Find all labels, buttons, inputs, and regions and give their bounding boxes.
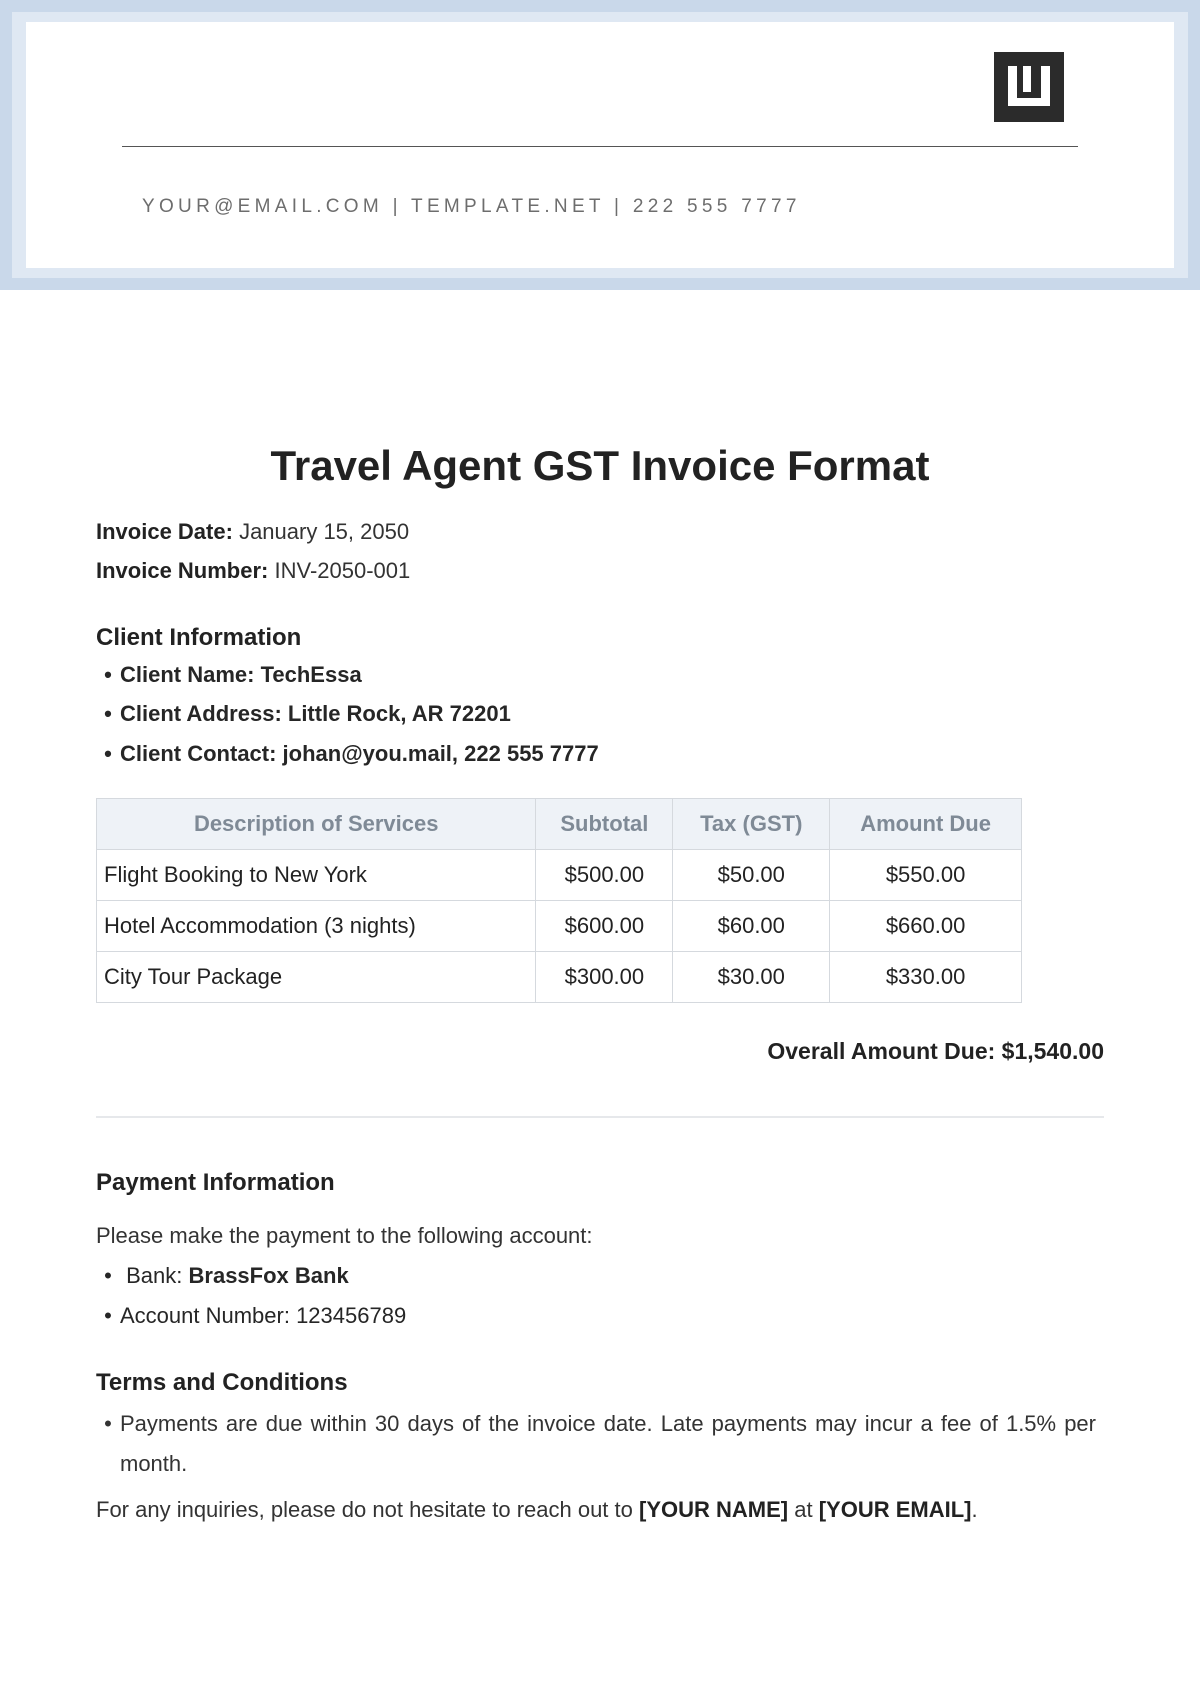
client-address-item: • Client Address: Little Rock, AR 72201 — [96, 701, 511, 727]
cell-amount-due: $660.00 — [830, 901, 1022, 952]
invoice-date-label: Invoice Date: — [96, 519, 233, 544]
header-divider — [122, 146, 1078, 147]
company-logo-icon — [994, 52, 1064, 122]
table-row — [97, 952, 1022, 1003]
closing-line — [96, 1497, 978, 1523]
invoice-number-label: Invoice Number: — [96, 558, 269, 583]
closing-suffix: . — [971, 1497, 978, 1522]
client-info-heading: Client Information — [96, 624, 302, 651]
total-label: Overall Amount Due: — [767, 1038, 996, 1064]
header-contact-line: YOUR@EMAIL.COM | TEMPLATE.NET | 222 555 7777 — [142, 196, 801, 217]
table-row — [97, 901, 1022, 952]
invoice-date-line — [96, 519, 409, 545]
section-divider — [96, 1116, 1104, 1118]
cell-tax: $30.00 — [673, 952, 830, 1003]
cell-description: Hotel Accommodation (3 nights) — [97, 901, 536, 952]
page-title: Travel Agent GST Invoice Format — [270, 442, 930, 489]
cell-amount-due: $550.00 — [830, 850, 1022, 901]
client-contact-item: • Client Contact: johan@you.mail, 222 555 7777 — [96, 741, 599, 767]
cell-amount-due: $330.00 — [830, 952, 1022, 1003]
closing-email: [YOUR EMAIL] — [818, 1497, 972, 1522]
overall-amount-due — [767, 1038, 1104, 1065]
col-header-subtotal: Subtotal — [536, 799, 673, 850]
cell-tax: $50.00 — [673, 850, 830, 901]
account-number-item: • Account Number: 123456789 — [96, 1303, 406, 1329]
bank-item — [96, 1263, 349, 1289]
bank-value: BrassFox Bank — [188, 1263, 349, 1288]
col-header-amount-due: Amount Due — [830, 799, 1022, 850]
table-row — [97, 850, 1022, 901]
invoice-number-value: INV-2050-001 — [274, 558, 411, 583]
total-value: $1,540.00 — [1001, 1038, 1104, 1064]
invoice-date-value: January 15, 2050 — [239, 519, 410, 544]
terms-heading: Terms and Conditions — [96, 1369, 348, 1396]
closing-mid: at — [794, 1497, 813, 1522]
client-name-item: • Client Name: TechEssa — [96, 662, 362, 688]
payment-info-heading: Payment Information — [96, 1169, 335, 1196]
cell-subtotal: $300.00 — [536, 952, 673, 1003]
closing-name: [YOUR NAME] — [639, 1497, 789, 1522]
terms-item — [96, 1404, 1096, 1484]
bank-label: Bank: — [126, 1263, 183, 1288]
col-header-description: Description of Services — [97, 799, 536, 850]
closing-prefix: For any inquiries, please do not hesitate to reach out to — [96, 1497, 633, 1522]
services-table — [96, 798, 1022, 1003]
table-header-row — [97, 799, 1022, 850]
cell-tax: $60.00 — [673, 901, 830, 952]
invoice-number-line — [96, 558, 410, 584]
cell-subtotal: $500.00 — [536, 850, 673, 901]
terms-item-text: Payments are due within 30 days of the invoice date. Late payments may incur a fee of 1.5% per month. — [120, 1411, 1096, 1476]
cell-description: Flight Booking to New York — [97, 850, 536, 901]
cell-description: City Tour Package — [97, 952, 536, 1003]
cell-subtotal: $600.00 — [536, 901, 673, 952]
bullet-dot: • — [104, 1411, 112, 1436]
payment-intro: Please make the payment to the following account: — [96, 1223, 593, 1248]
col-header-tax: Tax (GST) — [673, 799, 830, 850]
